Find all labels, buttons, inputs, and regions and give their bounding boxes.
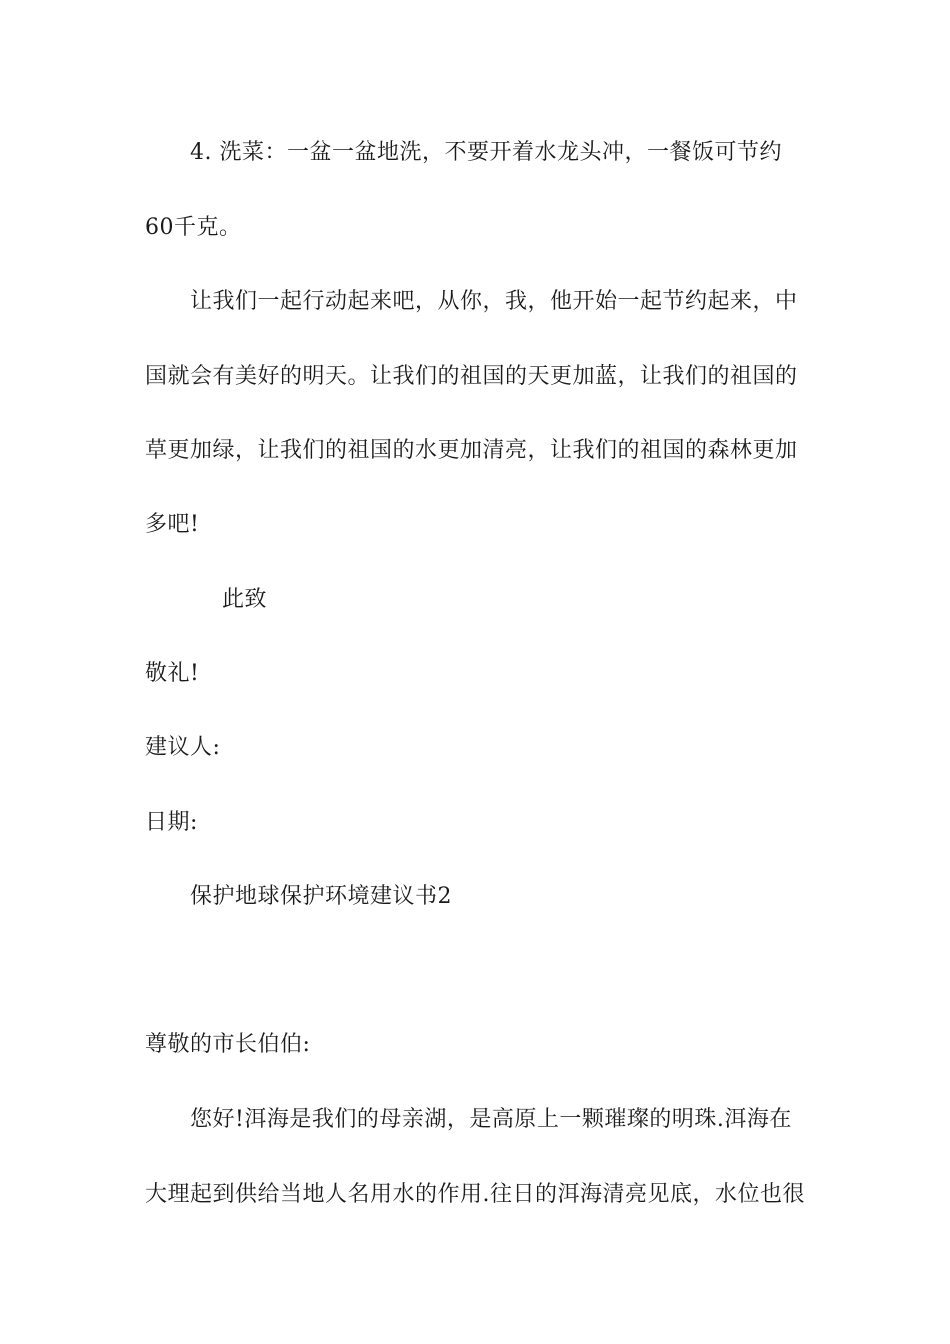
closing-paragraph-line-3: 草更加绿，让我们的祖国的水更加清亮，让我们的祖国的森林更加 — [145, 438, 798, 463]
intro-paragraph-line-2: 大理起到供给当地人名用水的作用.往日的洱海清亮见底，水位也很 — [145, 1182, 805, 1207]
list-item-4-line-1: 4. 洗菜：一盆一盆地洗，不要开着水龙头冲，一餐饭可节约 — [190, 140, 782, 165]
date-label: 日期: — [145, 810, 198, 835]
list-item-4-line-2: 60千克。 — [145, 215, 242, 240]
closing-paragraph-line-2: 国就会有美好的明天。让我们的祖国的天更加蓝，让我们的祖国的 — [145, 364, 798, 389]
closing-paragraph-line-1: 让我们一起行动起来吧，从你，我，他开始一起节约起来，中 — [190, 289, 798, 314]
salutation: 此致 — [222, 587, 268, 612]
section-title: 保护地球保护环境建议书2 — [190, 884, 452, 909]
intro-paragraph-line-1: 您好!洱海是我们的母亲湖，是高原上一颗璀璨的明珠.洱海在 — [190, 1107, 792, 1132]
proposer-label: 建议人: — [145, 735, 221, 760]
regards: 敬礼! — [145, 661, 200, 686]
closing-paragraph-line-4: 多吧! — [145, 512, 200, 537]
greeting: 尊敬的市长伯伯: — [145, 1032, 311, 1057]
